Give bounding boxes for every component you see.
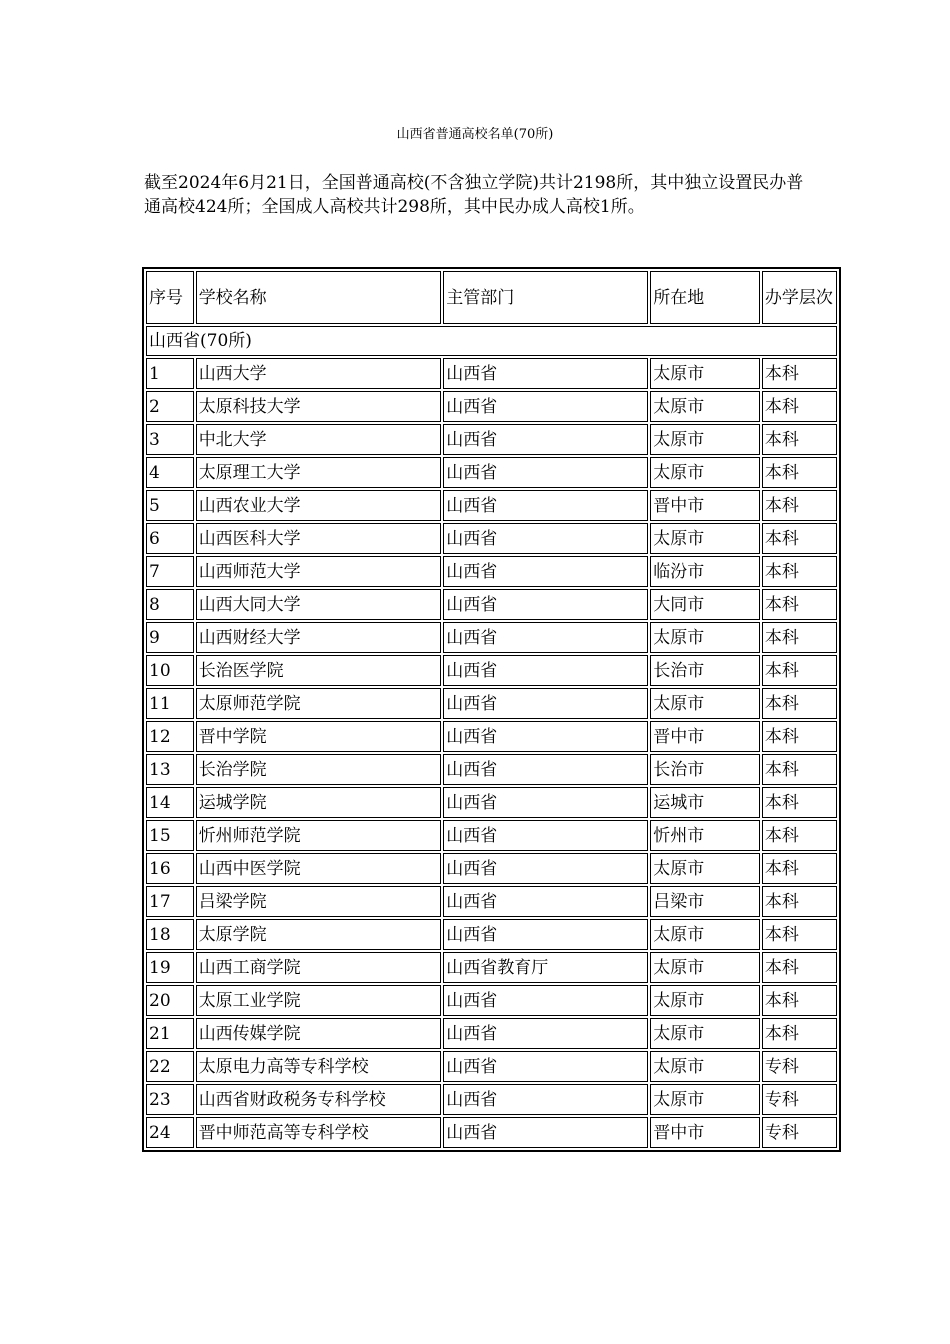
cell-department: 山西省 — [443, 523, 648, 554]
cell-location: 晋中市 — [650, 490, 760, 521]
cell-index: 14 — [146, 787, 194, 818]
header-department: 主管部门 — [443, 271, 648, 324]
cell-index: 1 — [146, 358, 194, 389]
cell-school-name: 山西省财政税务专科学校 — [196, 1084, 442, 1115]
table-row — [146, 391, 837, 422]
cell-school-name: 太原电力高等专科学校 — [196, 1051, 442, 1082]
cell-level: 专科 — [762, 1051, 837, 1082]
group-label: 山西省(70所) — [146, 326, 837, 356]
cell-school-name: 太原理工大学 — [196, 457, 442, 488]
cell-school-name: 山西财经大学 — [196, 622, 442, 653]
header-level: 办学层次 — [762, 271, 837, 324]
cell-index: 20 — [146, 985, 194, 1016]
cell-level: 本科 — [762, 424, 837, 455]
cell-index: 16 — [146, 853, 194, 884]
cell-department: 山西省 — [443, 556, 648, 587]
cell-school-name: 山西医科大学 — [196, 523, 442, 554]
cell-level: 本科 — [762, 589, 837, 620]
cell-location: 太原市 — [650, 1018, 760, 1049]
table-row — [146, 754, 837, 785]
cell-school-name: 运城学院 — [196, 787, 442, 818]
cell-location: 长治市 — [650, 754, 760, 785]
cell-level: 本科 — [762, 688, 837, 719]
cell-department: 山西省 — [443, 754, 648, 785]
table-row — [146, 589, 837, 620]
cell-school-name: 山西师范大学 — [196, 556, 442, 587]
cell-department: 山西省 — [443, 391, 648, 422]
cell-department: 山西省 — [443, 853, 648, 884]
cell-department: 山西省 — [443, 985, 648, 1016]
table-row — [146, 787, 837, 818]
cell-location: 晋中市 — [650, 1117, 760, 1148]
cell-department: 山西省 — [443, 1084, 648, 1115]
table-row — [146, 1051, 837, 1082]
cell-department: 山西省 — [443, 358, 648, 389]
document-title: 山西省普通高校名单(70所) — [396, 127, 554, 142]
cell-department: 山西省 — [443, 787, 648, 818]
cell-school-name: 太原师范学院 — [196, 688, 442, 719]
table-row — [146, 820, 837, 851]
cell-index: 18 — [146, 919, 194, 950]
cell-department: 山西省 — [443, 1117, 648, 1148]
cell-school-name: 忻州师范学院 — [196, 820, 442, 851]
cell-location: 太原市 — [650, 1051, 760, 1082]
cell-location: 太原市 — [650, 523, 760, 554]
table-row — [146, 622, 837, 653]
table-row — [146, 1018, 837, 1049]
cell-school-name: 晋中师范高等专科学校 — [196, 1117, 442, 1148]
table-header-row — [146, 271, 837, 324]
cell-department: 山西省 — [443, 589, 648, 620]
cell-level: 本科 — [762, 787, 837, 818]
cell-department: 山西省 — [443, 886, 648, 917]
cell-index: 12 — [146, 721, 194, 752]
cell-level: 本科 — [762, 523, 837, 554]
cell-location: 忻州市 — [650, 820, 760, 851]
table-row — [146, 358, 837, 389]
cell-department: 山西省 — [443, 688, 648, 719]
cell-department: 山西省 — [443, 820, 648, 851]
cell-location: 太原市 — [650, 853, 760, 884]
cell-school-name: 山西传媒学院 — [196, 1018, 442, 1049]
cell-school-name: 山西农业大学 — [196, 490, 442, 521]
cell-index: 13 — [146, 754, 194, 785]
header-school-name: 学校名称 — [196, 271, 442, 324]
cell-index: 5 — [146, 490, 194, 521]
cell-index: 8 — [146, 589, 194, 620]
cell-school-name: 太原科技大学 — [196, 391, 442, 422]
table-row — [146, 721, 837, 752]
cell-index: 7 — [146, 556, 194, 587]
table-body — [146, 271, 837, 1148]
cell-department: 山西省 — [443, 721, 648, 752]
table-row — [146, 688, 837, 719]
cell-index: 23 — [146, 1084, 194, 1115]
cell-index: 2 — [146, 391, 194, 422]
table-row — [146, 655, 837, 686]
cell-level: 本科 — [762, 490, 837, 521]
cell-school-name: 太原学院 — [196, 919, 442, 950]
cell-level: 本科 — [762, 1018, 837, 1049]
cell-level: 本科 — [762, 358, 837, 389]
cell-department: 山西省 — [443, 1018, 648, 1049]
cell-department: 山西省 — [443, 424, 648, 455]
table-row — [146, 457, 837, 488]
cell-department: 山西省 — [443, 490, 648, 521]
cell-location: 太原市 — [650, 424, 760, 455]
intro-paragraph: 截至2024年6月21日，全国普通高校(不含独立学院)共计2198所，其中独立设置民办普通高校424所；全国成人高校共计298所，其中民办成人高校1所。 — [144, 173, 804, 217]
cell-location: 吕梁市 — [650, 886, 760, 917]
cell-index: 11 — [146, 688, 194, 719]
university-table-container — [142, 267, 841, 1152]
cell-index: 4 — [146, 457, 194, 488]
cell-school-name: 山西中医学院 — [196, 853, 442, 884]
cell-level: 本科 — [762, 919, 837, 950]
cell-location: 晋中市 — [650, 721, 760, 752]
cell-location: 大同市 — [650, 589, 760, 620]
cell-location: 太原市 — [650, 985, 760, 1016]
cell-level: 本科 — [762, 556, 837, 587]
cell-index: 6 — [146, 523, 194, 554]
cell-index: 3 — [146, 424, 194, 455]
table-row — [146, 1084, 837, 1115]
cell-location: 长治市 — [650, 655, 760, 686]
cell-level: 本科 — [762, 820, 837, 851]
cell-location: 临汾市 — [650, 556, 760, 587]
cell-level: 专科 — [762, 1117, 837, 1148]
cell-index: 19 — [146, 952, 194, 983]
cell-level: 专科 — [762, 1084, 837, 1115]
cell-index: 24 — [146, 1117, 194, 1148]
cell-index: 21 — [146, 1018, 194, 1049]
cell-index: 22 — [146, 1051, 194, 1082]
group-row — [146, 326, 837, 356]
table-row — [146, 1117, 837, 1148]
cell-level: 本科 — [762, 457, 837, 488]
cell-location: 太原市 — [650, 457, 760, 488]
cell-department: 山西省 — [443, 1051, 648, 1082]
cell-location: 太原市 — [650, 1084, 760, 1115]
cell-index: 15 — [146, 820, 194, 851]
cell-department: 山西省 — [443, 655, 648, 686]
cell-level: 本科 — [762, 985, 837, 1016]
table-row — [146, 853, 837, 884]
cell-location: 太原市 — [650, 919, 760, 950]
cell-location: 太原市 — [650, 622, 760, 653]
cell-school-name: 吕梁学院 — [196, 886, 442, 917]
table-row — [146, 523, 837, 554]
cell-school-name: 中北大学 — [196, 424, 442, 455]
cell-department: 山西省 — [443, 457, 648, 488]
cell-school-name: 长治医学院 — [196, 655, 442, 686]
cell-level: 本科 — [762, 721, 837, 752]
cell-department: 山西省 — [443, 622, 648, 653]
cell-location: 太原市 — [650, 952, 760, 983]
table-row — [146, 919, 837, 950]
table-row — [146, 556, 837, 587]
table-row — [146, 490, 837, 521]
cell-location: 太原市 — [650, 391, 760, 422]
cell-school-name: 山西工商学院 — [196, 952, 442, 983]
cell-department: 山西省教育厅 — [443, 952, 648, 983]
header-location: 所在地 — [650, 271, 760, 324]
table-row — [146, 886, 837, 917]
cell-level: 本科 — [762, 655, 837, 686]
cell-location: 太原市 — [650, 358, 760, 389]
header-index: 序号 — [146, 271, 194, 324]
cell-level: 本科 — [762, 886, 837, 917]
cell-level: 本科 — [762, 853, 837, 884]
cell-index: 9 — [146, 622, 194, 653]
university-table — [142, 267, 841, 1152]
cell-index: 17 — [146, 886, 194, 917]
cell-index: 10 — [146, 655, 194, 686]
cell-location: 运城市 — [650, 787, 760, 818]
cell-level: 本科 — [762, 391, 837, 422]
cell-school-name: 太原工业学院 — [196, 985, 442, 1016]
table-row — [146, 424, 837, 455]
cell-level: 本科 — [762, 754, 837, 785]
cell-location: 太原市 — [650, 688, 760, 719]
cell-school-name: 长治学院 — [196, 754, 442, 785]
cell-school-name: 晋中学院 — [196, 721, 442, 752]
table-row — [146, 985, 837, 1016]
cell-level: 本科 — [762, 622, 837, 653]
table-row — [146, 952, 837, 983]
cell-school-name: 山西大同大学 — [196, 589, 442, 620]
cell-school-name: 山西大学 — [196, 358, 442, 389]
cell-level: 本科 — [762, 952, 837, 983]
cell-department: 山西省 — [443, 919, 648, 950]
